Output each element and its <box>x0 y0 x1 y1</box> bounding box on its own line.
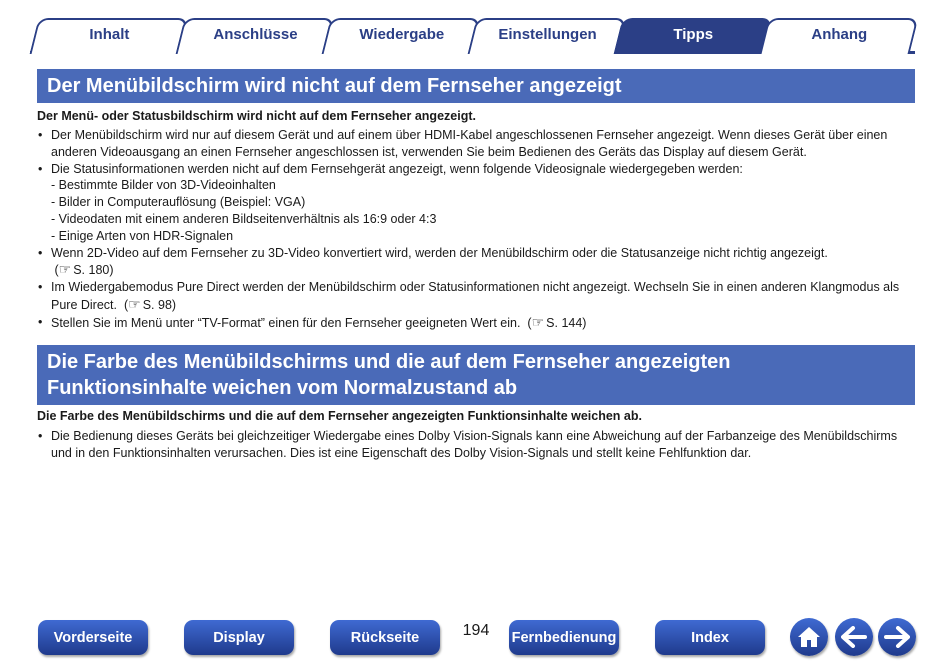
tab-anhang[interactable]: Anhang <box>760 18 919 54</box>
list-item: • Stellen Sie im Menü unter “TV-Format” einen für den Fernseher geeigneten Wert ein. (☞ S. 144) <box>37 314 917 332</box>
section2-subtitle: Die Farbe des Menübildschirms und die auf dem Fernseher angezeigten Funktionsinhalte weichen ab. <box>37 409 642 423</box>
section1-subtitle: Der Menü- oder Statusbildschirm wird nicht auf dem Fernseher angezeigt. <box>37 109 476 123</box>
page-reference-link[interactable]: (☞ S. 98) <box>123 295 177 312</box>
tab-wiedergabe[interactable]: Wiedergabe <box>322 18 481 54</box>
list-subitem: - Einige Arten von HDR-Signalen <box>51 228 234 243</box>
home-icon <box>797 626 821 648</box>
index-button[interactable]: Index <box>655 620 765 655</box>
list-item: • Im Wiedergabemodus Pure Direct werden der Menübildschirm oder Statusinformationen nicht angezeigt. Wechseln Sie in einen anderen Klangmodus als Pure Direct. (☞ S. 98) <box>37 279 917 314</box>
list-subitem: - Bilder in Computerauflösung (Beispiel: VGA) <box>51 195 306 210</box>
section2-heading: Die Farbe des Menübildschirms und die auf dem Fernseher angezeigten Funktionsinhalte weichen vom Normalzustand ab <box>37 345 915 405</box>
pointing-hand-icon: ☞ <box>58 261 72 278</box>
chapter-tabs <box>30 14 915 54</box>
display-button[interactable]: Display <box>184 620 294 655</box>
list-item: • Wenn 2D-Video auf dem Fernseher zu 3D-Video konvertiert wird, werden der Menübildschirm oder die Statusanzeige nicht richtig angezeigt. (☞ S. 180) <box>37 245 917 280</box>
remote-control-button[interactable]: Fernbedienung <box>509 620 619 655</box>
tab-anschluesse[interactable]: Anschlüsse <box>176 18 335 54</box>
previous-page-button[interactable] <box>835 618 873 656</box>
page-number: 194 <box>462 622 490 639</box>
list-subitem: - Videodaten mit einem anderen Bildseitenverhältnis als 16:9 oder 4:3 <box>51 211 437 226</box>
section2-list <box>37 428 917 462</box>
pointing-hand-icon: ☞ <box>531 313 545 330</box>
page-reference-link[interactable]: (☞ S. 144) <box>527 313 587 330</box>
tab-inhalt[interactable]: Inhalt <box>30 18 189 54</box>
home-button[interactable] <box>790 618 828 656</box>
list-item: • Die Statusinformationen werden nicht auf dem Fernsehgerät angezeigt, wenn folgende Videosignale wiedergegeben werden: - Bestimmte Bilder von 3D-Videoinhalten - Bilder in Computerauflösung (Beispiel: VGA) - Videodaten mit einem anderen Bildseitenverhältnis als 16:9 oder 4:3 - Einige Arten von HDR-Signalen <box>37 161 917 245</box>
arrow-right-icon <box>884 626 910 648</box>
arrow-left-icon <box>841 626 867 648</box>
tab-tipps[interactable]: Tipps <box>614 18 773 54</box>
tab-einstellungen[interactable]: Einstellungen <box>468 18 627 54</box>
list-item: • Die Bedienung dieses Geräts bei gleichzeitiger Wiedergabe eines Dolby Vision-Signals kann eine Abweichung auf der Farbanzeige des Menübildschirms und in den Funktionsinhalten verursachen. Dies ist eine Eigenschaft des Dolby Vision-Signals und stellt keine Fehlfunktion dar. <box>37 428 917 462</box>
next-page-button[interactable] <box>878 618 916 656</box>
list-subitem: - Bestimmte Bilder von 3D-Videoinhalten <box>51 178 276 193</box>
pointing-hand-icon: ☞ <box>128 295 141 312</box>
front-panel-button[interactable]: Vorderseite <box>38 620 148 655</box>
section1-heading: Der Menübildschirm wird nicht auf dem Fernseher angezeigt <box>37 69 915 103</box>
rear-panel-button[interactable]: Rückseite <box>330 620 440 655</box>
page-reference-link[interactable]: (☞ S. 180) <box>54 261 114 278</box>
list-item: • Der Menübildschirm wird nur auf diesem Gerät und auf einem über HDMI-Kabel angeschlossenen Fernseher angezeigt. Wenn dieses Gerät über einen anderen Videoausgang an einen Fernseher angeschlossen ist, verwenden Sie beim Bedienen des Geräts das Display auf diesem Gerät. <box>37 127 917 161</box>
section1-list <box>37 127 917 332</box>
